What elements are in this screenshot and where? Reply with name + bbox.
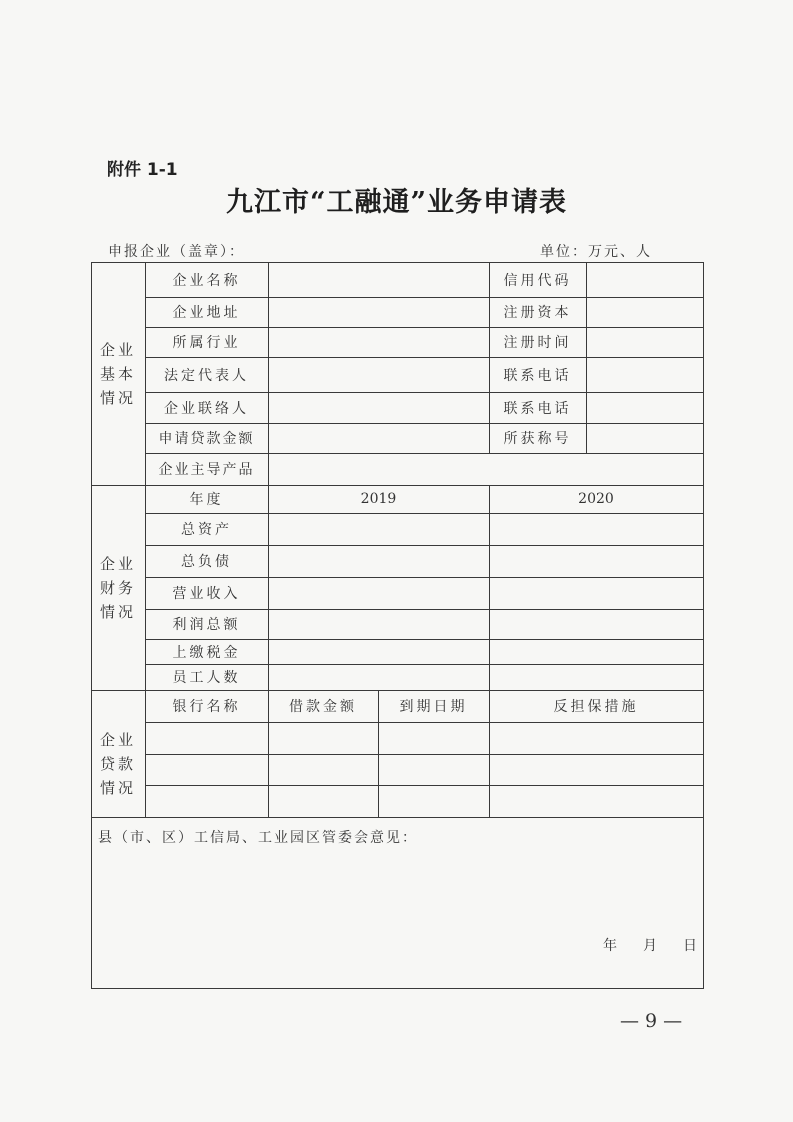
industry-field[interactable] (269, 328, 488, 356)
section-label-line: 企业 (99, 340, 136, 359)
label-phone-1: 联系电话 (503, 367, 572, 384)
taxes-paid-2019-field[interactable] (269, 640, 488, 663)
contact-person-field[interactable] (269, 393, 488, 422)
label-phone-2: 联系电话 (503, 400, 572, 417)
form-title: 九江市“工融通”业务申请表 (225, 187, 568, 218)
section-label-basic (91, 262, 145, 485)
loan-row-1-due-date-field[interactable] (379, 723, 488, 753)
label-employee-count: 员工人数 (172, 670, 241, 686)
loan-header-due-date: 到期日期 (399, 699, 468, 715)
registration-date-field[interactable] (587, 328, 702, 356)
taxes-paid-2020-field[interactable] (490, 640, 702, 663)
divider-loans-opinion (91, 817, 704, 818)
employee-count-2020-field[interactable] (490, 665, 702, 689)
label-legal-representative: 法定代表人 (164, 367, 249, 384)
opinion-label: 县（市、区）工信局、工业园区管委会意见： (98, 830, 418, 846)
total-assets-2020-field[interactable] (490, 514, 702, 544)
label-company-address: 企业地址 (172, 305, 241, 321)
label-total-profit: 利润总额 (172, 617, 241, 633)
section-label-line: 情况 (99, 778, 136, 797)
total-profit-2020-field[interactable] (490, 610, 702, 638)
company-name-field[interactable] (269, 263, 488, 296)
label-loan-amount-requested: 申请贷款金额 (158, 431, 255, 447)
loan-row-2-due-date-field[interactable] (379, 755, 488, 784)
loan-row-2-bank-field[interactable] (146, 755, 267, 784)
loan-header-counter-guarantee: 反担保措施 (553, 699, 639, 715)
section-label-loans (91, 690, 145, 817)
section-label-line: 企业 (99, 730, 136, 749)
date-year-label: 年 (603, 938, 617, 954)
revenue-2019-field[interactable] (269, 578, 488, 608)
legal-representative-field[interactable] (269, 358, 488, 391)
loan-row-2-amount-field[interactable] (269, 755, 377, 784)
unit-label: 单位：万元、人 (540, 244, 652, 260)
section-label-line: 企业 (99, 554, 136, 573)
label-credit-code: 信用代码 (503, 272, 572, 289)
loan-row-1-bank-field[interactable] (146, 723, 267, 753)
date-day-label: 日 (683, 938, 697, 954)
page-number: — 9 — (620, 1010, 683, 1032)
label-honors: 所获称号 (503, 431, 572, 447)
main-product-field[interactable] (269, 454, 702, 484)
employee-count-2019-field[interactable] (269, 665, 488, 689)
section-label-line: 财务 (99, 578, 136, 597)
attachment-label: 附件 1-1 (107, 160, 178, 180)
registered-capital-field[interactable] (587, 298, 702, 326)
year-2019-header: 2019 (360, 491, 397, 507)
label-revenue: 营业收入 (172, 586, 241, 602)
loan-row-3-due-date-field[interactable] (379, 786, 488, 816)
label-main-product: 企业主导产品 (158, 462, 255, 478)
label-company-name: 企业名称 (172, 272, 241, 289)
label-industry: 所属行业 (172, 335, 241, 351)
loan-row-3-guarantee-field[interactable] (490, 786, 702, 816)
table-border-bottom (91, 988, 704, 989)
total-liabilities-2020-field[interactable] (490, 546, 702, 576)
label-total-liabilities: 总负债 (181, 554, 232, 570)
loan-row-1-guarantee-field[interactable] (490, 723, 702, 753)
section-label-line: 情况 (99, 388, 136, 407)
label-year: 年度 (189, 492, 224, 508)
company-address-field[interactable] (269, 298, 488, 326)
section-label-line: 贷款 (99, 754, 136, 773)
loan-row-3-amount-field[interactable] (269, 786, 377, 816)
loan-header-amount: 借款金额 (289, 699, 357, 715)
date-month-label: 月 (643, 938, 657, 954)
phone-1-field[interactable] (587, 358, 702, 391)
year-2020-header: 2020 (578, 491, 614, 507)
label-contact-person: 企业联络人 (164, 400, 249, 417)
applicant-label: 申报企业（盖章）： (108, 244, 245, 260)
label-registered-capital: 注册资本 (503, 305, 572, 321)
opinion-field[interactable] (92, 850, 702, 930)
label-registration-date: 注册时间 (503, 335, 572, 351)
section-label-line: 情况 (99, 602, 136, 621)
total-liabilities-2019-field[interactable] (269, 546, 488, 576)
phone-2-field[interactable] (587, 393, 702, 422)
credit-code-field[interactable] (587, 263, 702, 296)
loan-row-2-guarantee-field[interactable] (490, 755, 702, 784)
section-label-line: 基本 (99, 364, 136, 383)
total-profit-2019-field[interactable] (269, 610, 488, 638)
section-label-financial (91, 485, 145, 690)
loan-row-3-bank-field[interactable] (146, 786, 267, 816)
total-assets-2019-field[interactable] (269, 514, 488, 544)
revenue-2020-field[interactable] (490, 578, 702, 608)
loan-header-bank-name: 银行名称 (172, 699, 241, 715)
honors-field[interactable] (587, 424, 702, 452)
label-taxes-paid: 上缴税金 (172, 644, 241, 661)
loan-amount-requested-field[interactable] (269, 424, 488, 452)
table-border-right (703, 262, 704, 988)
label-total-assets: 总资产 (181, 522, 232, 538)
loan-row-1-amount-field[interactable] (269, 723, 377, 753)
